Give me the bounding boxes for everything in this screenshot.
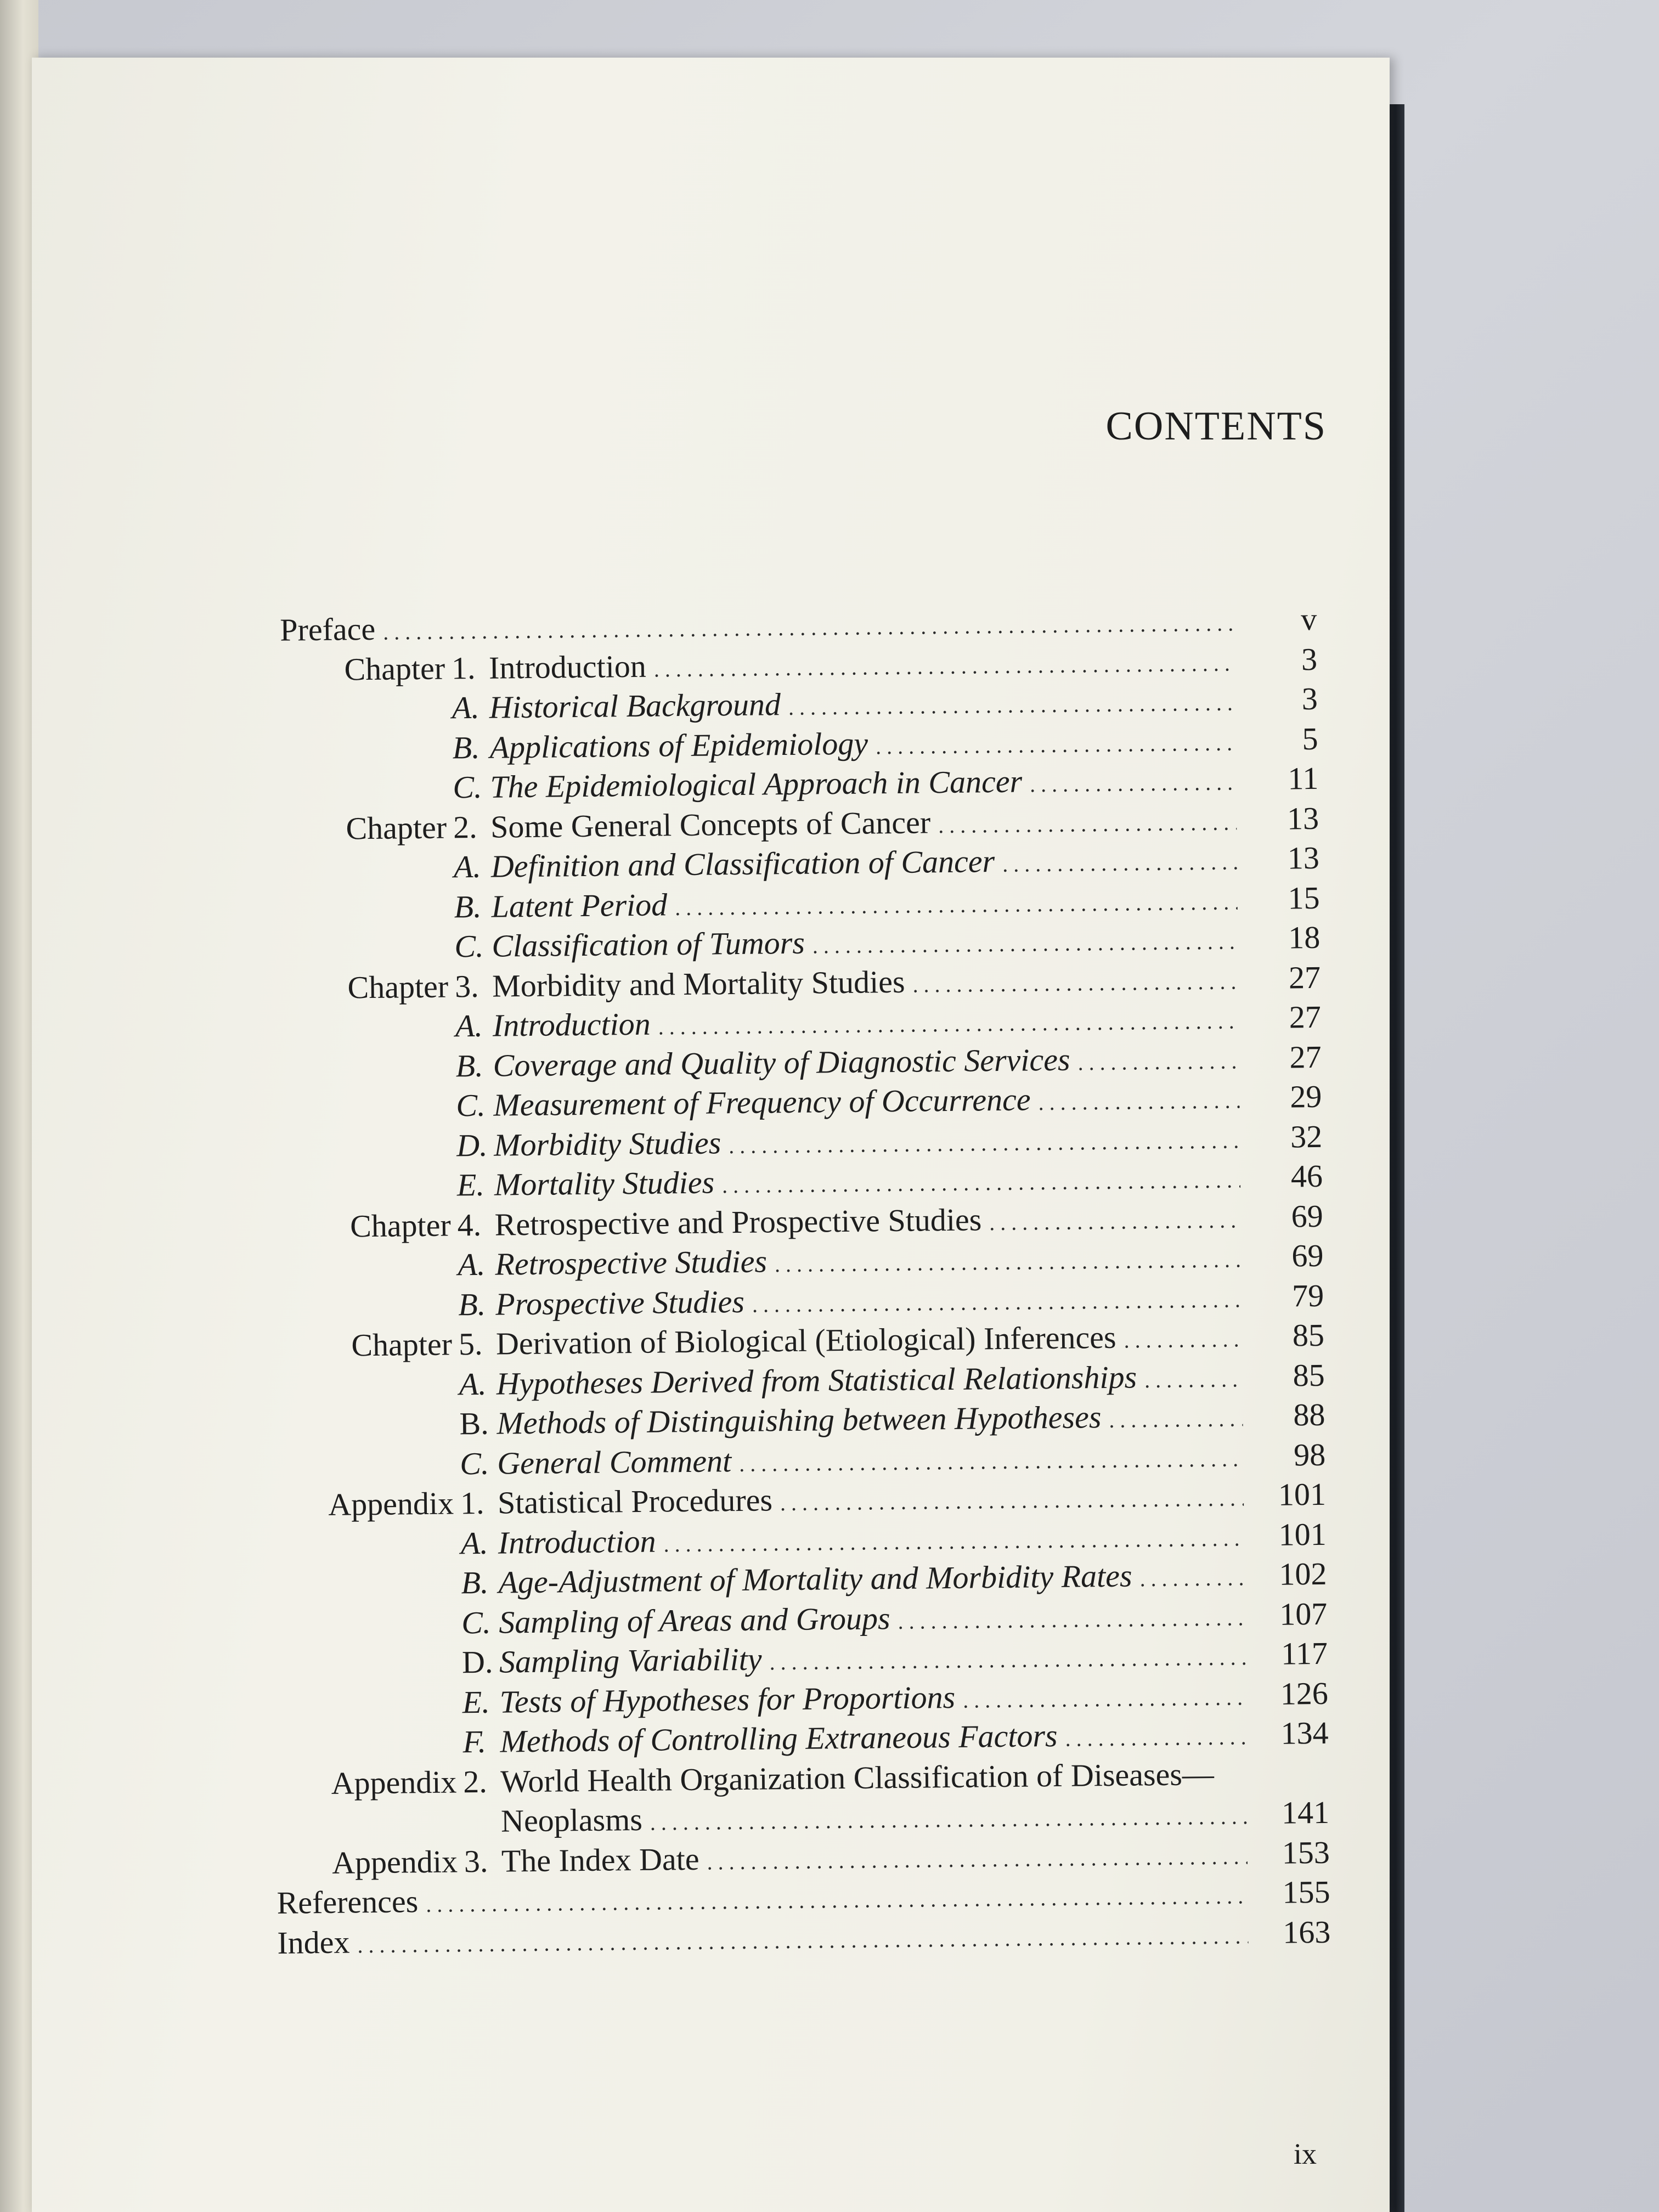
toc-section-letter: B.	[459, 1405, 489, 1442]
dot-leader	[663, 1516, 1244, 1559]
toc-section-letter: A.	[460, 1525, 489, 1561]
toc-page-number: 98	[1293, 1436, 1326, 1472]
dot-leader	[739, 1437, 1244, 1479]
toc-chapter-number: 2.	[463, 1763, 488, 1799]
toc-chapter-prefix: Appendix	[328, 1485, 454, 1522]
toc-indent	[267, 917, 448, 919]
dot-leader	[653, 641, 1235, 684]
toc-page-number: 29	[1290, 1078, 1322, 1115]
toc-page-number: 88	[1293, 1396, 1325, 1433]
toc-section-letter: C.	[456, 1087, 486, 1124]
toc-indent	[266, 878, 447, 879]
toc-page-number: 13	[1286, 800, 1319, 836]
toc-section-letter: F.	[462, 1723, 487, 1760]
toc-chapter-title: World Health Organization Classification of Diseases—	[500, 1756, 1215, 1799]
toc-chapter-title: Morbidity and Mortality Studies	[492, 963, 905, 1004]
toc-indent	[270, 1275, 452, 1277]
toc-page-number: 3	[1301, 641, 1318, 677]
toc-page-number: 153	[1282, 1834, 1330, 1871]
dot-leader	[1030, 760, 1237, 799]
dot-leader	[650, 1795, 1247, 1837]
toc-page-number: 32	[1290, 1118, 1323, 1154]
dot-leader	[1124, 1317, 1242, 1355]
toc-section-letter: A.	[458, 1246, 486, 1283]
toc-section-title: Latent Period	[491, 886, 668, 924]
dot-leader	[989, 1198, 1241, 1238]
toc-top-label: Index	[277, 1923, 350, 1961]
toc-section-title: Age-Adjustment of Mortality and Morbidity Rates	[498, 1558, 1132, 1600]
toc-chapter-title: Statistical Procedures	[497, 1482, 773, 1521]
toc-chapter-title-continued: Neoplasms	[500, 1801, 643, 1839]
toc-section-letter: A.	[453, 848, 482, 885]
toc-section-letter: B.	[452, 729, 480, 765]
toc-section-letter: E.	[456, 1166, 485, 1203]
toc-indent	[276, 1832, 457, 1833]
toc-page-number: 134	[1280, 1714, 1329, 1751]
dot-leader	[812, 919, 1238, 961]
toc-chapter-title: Some General Concepts of Cancer	[490, 804, 931, 845]
toc-indent	[270, 1315, 452, 1317]
dot-leader	[898, 1596, 1245, 1637]
toc-section-title: Introduction	[492, 1006, 651, 1043]
toc-indent	[274, 1633, 455, 1635]
toc-page-number: 27	[1288, 959, 1321, 995]
dot-leader	[729, 1119, 1240, 1161]
toc-page-number: 101	[1278, 1476, 1327, 1513]
dot-leader	[1144, 1357, 1243, 1395]
toc-chapter-prefix: Chapter	[349, 1206, 452, 1244]
dot-leader	[1002, 840, 1237, 879]
toc-chapter-title: Introduction	[488, 648, 647, 686]
toc-section-title: Mortality Studies	[494, 1164, 715, 1203]
dot-leader	[426, 1874, 1248, 1920]
toc-section-letter: A.	[455, 1007, 483, 1044]
dot-leader	[780, 1476, 1244, 1518]
toc-chapter-title: Retrospective and Prospective Studies	[494, 1201, 982, 1243]
toc-page-number: 117	[1280, 1635, 1328, 1672]
toc-section-title: General Comment	[496, 1442, 732, 1481]
toc-chapter-title: The Index Date	[501, 1841, 699, 1879]
toc-section-title: Applications of Epidemiology	[489, 725, 868, 765]
dot-leader	[752, 1278, 1242, 1319]
toc-chapter-title: Derivation of Biological (Etiological) Inferences	[495, 1319, 1116, 1362]
toc-section-title: Definition and Classification of Cancer	[490, 843, 995, 884]
toc-section-letter: E.	[462, 1684, 490, 1720]
toc-top-label: Preface	[280, 611, 376, 648]
toc-chapter-prefix: Appendix	[331, 1843, 458, 1881]
toc-section-title: Historical Background	[489, 686, 781, 725]
toc-page-number: 3	[1301, 680, 1318, 717]
toc-indent	[266, 798, 447, 800]
toc-page-number: 141	[1281, 1794, 1330, 1831]
toc-section-title: Coverage and Quality of Diagnostic Services	[493, 1041, 1070, 1084]
page-title: CONTENTS	[1105, 404, 1327, 449]
table-of-contents	[263, 601, 1331, 1964]
toc-chapter-prefix: Appendix	[331, 1763, 457, 1801]
toc-section-title: Classification of Tumors	[492, 924, 805, 964]
toc-page-number: 15	[1288, 879, 1320, 916]
toc-page-number: 11	[1288, 760, 1319, 797]
toc-section-letter: C.	[461, 1604, 491, 1640]
toc-top-label: References	[276, 1883, 419, 1921]
dot-leader	[1038, 1079, 1239, 1118]
toc-chapter-prefix: Chapter	[351, 1326, 453, 1363]
toc-indent	[267, 957, 448, 959]
toc-section-letter: C.	[454, 928, 484, 964]
toc-chapter-prefix: Chapter	[347, 968, 449, 1005]
toc-section-letter: A.	[459, 1365, 487, 1402]
toc-indent	[274, 1593, 455, 1595]
toc-indent	[272, 1434, 453, 1436]
toc-indent	[269, 1116, 450, 1118]
toc-page-number: 46	[1290, 1158, 1323, 1194]
toc-section-title: Measurement of Frequency of Occurrence	[493, 1081, 1031, 1123]
toc-page-number: 107	[1279, 1595, 1328, 1632]
dot-leader	[1065, 1715, 1246, 1753]
toc-indent	[274, 1673, 455, 1674]
toc-page-number: 5	[1302, 720, 1318, 757]
toc-page-number: 79	[1291, 1277, 1324, 1313]
toc-indent	[269, 1195, 450, 1197]
toc-section-title: Introduction	[498, 1523, 656, 1561]
toc-section-title: Hypotheses Derived from Statistical Relationships	[496, 1358, 1137, 1402]
toc-chapter-number: 3.	[464, 1843, 488, 1879]
toc-section-title: The Epidemiological Approach in Cancer	[490, 763, 1023, 805]
toc-indent	[275, 1752, 456, 1754]
toc-indent	[269, 1156, 450, 1158]
dot-leader	[675, 880, 1238, 923]
toc-page-number: 27	[1289, 1039, 1322, 1075]
toc-page-number: 69	[1291, 1198, 1323, 1234]
page-folio: ix	[1294, 2137, 1317, 2170]
toc-page-number: 101	[1278, 1516, 1327, 1553]
toc-section-letter: D.	[456, 1127, 488, 1163]
toc-indent	[264, 719, 445, 720]
dot-leader	[788, 681, 1236, 723]
toc-section-letter: B.	[454, 888, 482, 924]
toc-section-letter: B.	[461, 1564, 489, 1601]
dot-leader	[876, 721, 1236, 761]
dot-leader	[769, 1635, 1245, 1677]
toc-section-title: Retrospective Studies	[495, 1243, 768, 1282]
toc-page-number: 155	[1282, 1874, 1330, 1910]
toc-page-number: 13	[1287, 839, 1320, 876]
dot-leader	[707, 1835, 1248, 1877]
toc-chapter-number: 5.	[458, 1325, 483, 1362]
toc-chapter-number: 1.	[451, 650, 476, 686]
toc-page-number: 85	[1292, 1317, 1325, 1353]
toc-section-title: Sampling of Areas and Groups	[498, 1600, 890, 1640]
toc-indent	[273, 1554, 454, 1555]
toc-chapter-number: 4.	[457, 1206, 482, 1243]
toc-page-number: v	[1300, 601, 1317, 637]
toc-section-letter: B.	[458, 1286, 486, 1322]
dot-leader	[1077, 1039, 1239, 1077]
toc-section-title: Tests of Hypotheses for Proportions	[499, 1679, 956, 1720]
toc-page-number: 18	[1288, 919, 1321, 956]
toc-indent	[272, 1474, 453, 1476]
toc-page-number: 85	[1293, 1357, 1325, 1393]
toc-chapter-number: 1.	[460, 1485, 484, 1521]
toc-section-title: Morbidity Studies	[493, 1124, 721, 1163]
toc-section-title: Sampling Variability	[499, 1641, 762, 1680]
toc-page-number: 27	[1289, 998, 1322, 1035]
toc-section-title: Methods of Controlling Extraneous Factors	[500, 1717, 1058, 1759]
dot-leader	[938, 800, 1237, 840]
toc-section-title: Prospective Studies	[495, 1283, 745, 1322]
dot-leader	[912, 960, 1238, 1000]
toc-chapter-prefix: Chapter	[346, 809, 447, 846]
toc-indent	[268, 1037, 449, 1039]
dot-leader	[963, 1675, 1246, 1715]
toc-section-letter: A.	[452, 689, 480, 726]
toc-page-number: 69	[1291, 1237, 1324, 1274]
toc-section-letter: C.	[453, 769, 482, 805]
toc-section-title: Methods of Distinguishing between Hypotheses	[496, 1399, 1102, 1441]
toc-page-number: 126	[1280, 1675, 1329, 1712]
dot-leader	[722, 1158, 1241, 1200]
toc-indent	[275, 1713, 456, 1714]
toc-chapter-number: 3.	[454, 968, 479, 1004]
toc-section-letter: C.	[459, 1445, 489, 1481]
toc-chapter-prefix: Chapter	[344, 650, 445, 687]
dot-leader	[775, 1238, 1242, 1279]
toc-indent	[265, 758, 446, 760]
toc-section-letter: B.	[455, 1047, 483, 1084]
toc-indent	[268, 1076, 449, 1078]
dot-leader	[1139, 1556, 1245, 1594]
toc-page-number: 163	[1282, 1914, 1331, 1950]
toc-chapter-number: 2.	[453, 809, 477, 845]
toc-section-letter: D.	[461, 1644, 493, 1680]
dot-leader	[658, 999, 1239, 1042]
toc-page-number: 102	[1279, 1555, 1327, 1592]
dot-leader	[1109, 1397, 1243, 1435]
toc-indent	[272, 1395, 453, 1396]
